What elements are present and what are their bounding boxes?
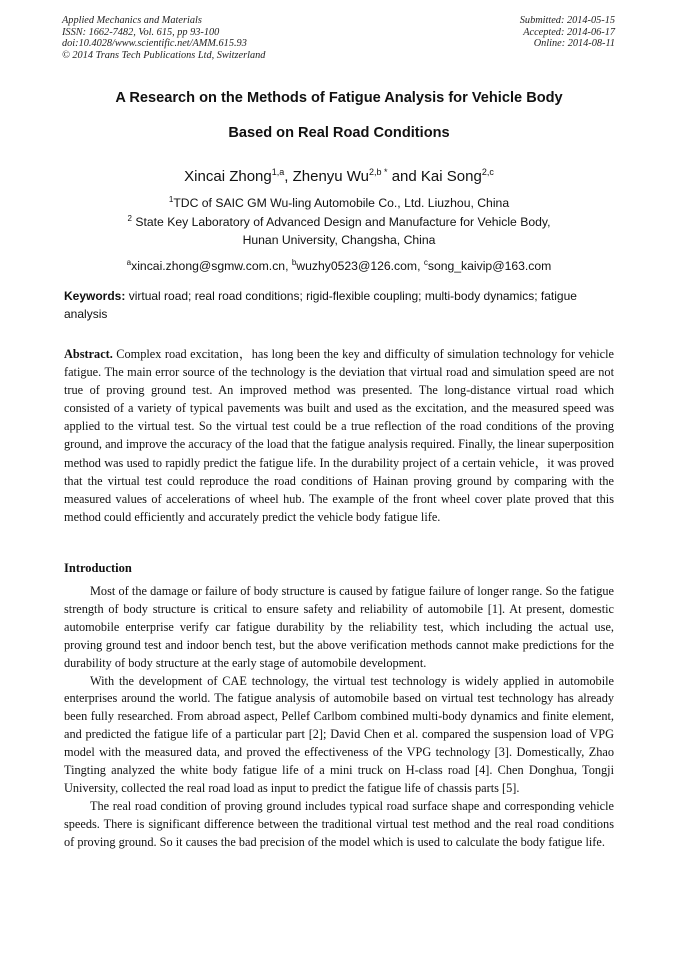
author-separator: and <box>387 168 421 185</box>
email-link: xincai.zhong@sgmw.com.cn, <box>131 259 292 273</box>
email-mark: c <box>423 258 428 267</box>
author-name: Kai Song <box>420 168 482 185</box>
introduction-body <box>64 583 614 852</box>
paper-title-line-2: Based on Real Road Conditions <box>228 125 450 141</box>
journal-doi: doi:10.4028/www.scientific.net/AMM.615.93 <box>62 38 247 50</box>
author-affiliation-mark: 1,a <box>271 167 285 177</box>
author-name: Zhenyu Wu <box>292 168 370 185</box>
abstract-block <box>64 345 614 526</box>
affiliation-text: TDC of SAIC GM Wu-ling Automobile Co., Ltd. Liuzhou, China <box>173 196 510 210</box>
keywords-label: Keywords: <box>64 289 126 303</box>
body-paragraph: Most of the damage or failure of body structure is caused by fatigue failure of longer range. So the fatigue strength of body structure is critical to ensure safety and reliability of automobile [1]. At present, domestic automobile enterprise verify car fatigue durability by the reliability test, which including the actual use, proving ground test and indoor bench test, but the above verification methods cannot make predictions for the durability of body structure at the early stage of automobile development. <box>64 584 614 670</box>
affiliation-2-continued: Hunan University, Changsha, China <box>242 233 436 247</box>
affiliation-1 <box>40 195 638 210</box>
author-affiliation-mark: 2,b * <box>369 167 388 177</box>
email-link: song_kaivip@163.com <box>427 259 552 273</box>
keywords-block <box>64 287 616 323</box>
author-name: Xincai Zhong <box>184 168 272 185</box>
author-list <box>40 167 638 185</box>
email-link: wuzhy0523@126.com, <box>296 259 424 273</box>
body-paragraph: The real road condition of proving ground includes typical road surface shape and corresponding vehicle speeds. There is significant difference between the traditional virtual test method and the real road conditions of proving ground. So it causes the bad precision of the model which is used to calculate the body fatigue life. <box>64 798 614 849</box>
submission-dates <box>415 15 615 50</box>
author-separator: , <box>284 168 293 185</box>
author-affiliation-mark: 2,c <box>481 167 494 177</box>
journal-info <box>62 15 402 61</box>
affiliation-mark: 1 <box>168 195 174 204</box>
keywords-text: virtual road; real road conditions; rigid-flexible coupling; multi-body dynamics; fatigue analysis <box>64 289 577 321</box>
affiliation-text: State Key Laboratory of Advanced Design and Manufacture for Vehicle Body, <box>131 215 551 229</box>
submitted-date: Submitted: 2014-05-15 <box>519 15 615 26</box>
affiliation-2 <box>40 214 638 229</box>
journal-copyright: © 2014 Trans Tech Publications Ltd, Switzerland <box>62 49 266 61</box>
section-heading-introduction: Introduction <box>64 561 132 575</box>
email-mark: a <box>126 258 132 267</box>
abstract-text: Complex road excitation，has long been the key and difficulty of simulation technology for vehicle fatigue. The main error source of the technology is the deviation that virtual road and simulation speed are not true of proving ground test. An improved method was presented. The long-distance virtual road which consisted of a variety of typical pavements was built and used as the excitation, and the measured speed was applied to the virtual test. So the virtual test could be a true reflection of the road conditions of the proving ground, and improve the accuracy of the load that the fatigue analysis required. Finally, the linear superposition method was used to rapidly predict the fatigue life. In the durability project of a certain vehicle，it was proved that the virtual test could reproduce the road conditions of Hainan proving ground by comparing with the measured values of accelerations of wheel hub. The example of the front wheel cover plate proved that this method could efficiently and accurately predict the vehicle body fatigue life. <box>64 347 614 524</box>
email-mark: b <box>291 258 297 267</box>
journal-name: Applied Mechanics and Materials <box>62 15 202 26</box>
journal-issn: ISSN: 1662-7482, Vol. 615, pp 93-100 <box>62 26 220 38</box>
accepted-date: Accepted: 2014-06-17 <box>523 26 615 38</box>
online-date: Online: 2014-08-11 <box>533 38 615 50</box>
affiliation-mark: 2 <box>127 214 132 223</box>
body-paragraph: With the development of CAE technology, the virtual test technology is widely applied in automobile enterprises around the world. The fatigue analysis of automobile based on virtual test technology has already been fully researched. From abroad aspect, Pellef Carlbom combined multi-body dynamics and finite element, and predicted the fatigue life of a particular part [2]; David Chen et al. compared the suspension load of VPG model with the measured data, and proved the effectiveness of the VPG technology [3]. Domestically, Zhao Tingting analyzed the white body fatigue life of a mini truck on H-class road [4]. Chen Donghua, Tongji University, collected the real road load as input to predict the fatigue life of chassis parts [5]. <box>64 673 614 795</box>
paper-title-line-1: A Research on the Methods of Fatigue Analysis for Vehicle Body <box>115 90 563 106</box>
abstract-label: Abstract. <box>64 347 113 361</box>
author-emails <box>40 258 638 273</box>
